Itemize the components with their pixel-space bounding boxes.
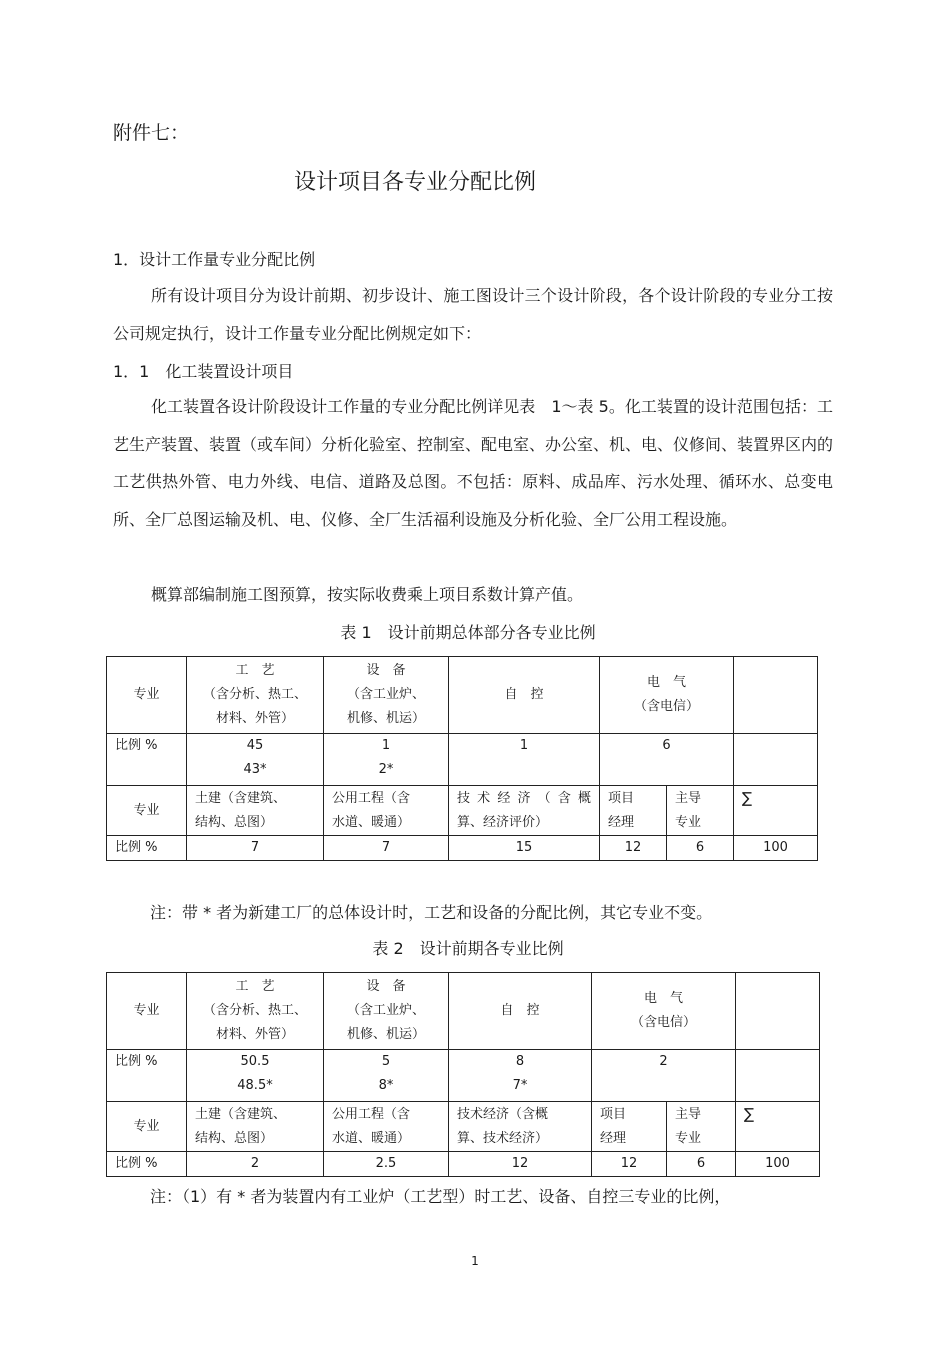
blank-cell (734, 734, 818, 786)
header-lead-major: 主导 专业 (667, 1102, 736, 1152)
cell-project-manager: 12 (592, 1152, 667, 1177)
header-tech-econ: 技术经济（含概 算、经济评价） (449, 786, 600, 836)
header-utility: 公用工程（含 水道、暖通） (324, 786, 449, 836)
header-electrical: 电 气 （含电信） (592, 973, 736, 1050)
table-row (107, 657, 818, 734)
cell-utility: 7 (324, 836, 449, 861)
header-equipment: 设 备 （含工业炉、 机修、机运） (324, 973, 449, 1050)
header-utility: 公用工程（含 水道、暖通） (324, 1102, 449, 1152)
page-number: 1 (471, 1254, 479, 1268)
table-row (107, 1102, 820, 1152)
cell-tech-econ: 15 (449, 836, 600, 861)
cell-civil: 7 (187, 836, 324, 861)
attachment-label: 附件七： (113, 122, 190, 144)
header-process: 工 艺 （含分析、热工、 材料、外管） (187, 657, 324, 734)
header-major: 专业 (107, 1102, 187, 1152)
table-2-caption: 表 2 设计前期各专业比例 (372, 939, 564, 958)
estimate-paragraph: 概算部编制施工图预算，按实际收费乘上项目系数计算产值。 (151, 585, 584, 604)
table-row (107, 1050, 820, 1102)
blank-cell (734, 657, 818, 734)
cell-electrical: 6 (600, 734, 734, 786)
cell-control: 1 (449, 734, 600, 786)
cell-electrical: 2 (592, 1050, 736, 1102)
cell-equipment: 1 2* (324, 734, 449, 786)
cell-process: 50.5 48.5* (187, 1050, 324, 1102)
header-electrical: 电 气 （含电信） (600, 657, 734, 734)
cell-total: 100 (734, 836, 818, 861)
cell-civil: 2 (187, 1152, 324, 1177)
table-row (107, 1152, 820, 1177)
ratio-label: 比例 % (107, 734, 187, 786)
section-1-heading: 1．设计工作量专业分配比例 (113, 250, 316, 269)
table-row (107, 973, 820, 1050)
table-1 (106, 656, 818, 861)
table-2 (106, 972, 820, 1177)
header-lead-major: 主导 专业 (667, 786, 734, 836)
cell-project-manager: 12 (600, 836, 667, 861)
header-project-manager: 项目 经理 (600, 786, 667, 836)
header-civil: 土建（含建筑、 结构、总图） (187, 786, 324, 836)
blank-cell (736, 1050, 820, 1102)
cell-tech-econ: 12 (449, 1152, 592, 1177)
header-control: 自 控 (449, 973, 592, 1050)
document-title: 设计项目各专业分配比例 (293, 170, 536, 195)
cell-utility: 2.5 (324, 1152, 449, 1177)
header-major: 专业 (107, 786, 187, 836)
blank-cell (736, 973, 820, 1050)
header-equipment: 设 备 （含工业炉、 机修、机运） (324, 657, 449, 734)
table-row (107, 836, 818, 861)
ratio-label: 比例 % (107, 1152, 187, 1177)
ratio-label: 比例 % (107, 836, 187, 861)
sum-symbol: ∑ (734, 786, 818, 836)
header-process: 工 艺 （含分析、热工、 材料、外管） (187, 973, 324, 1050)
table-row (107, 786, 818, 836)
section-1-1-paragraph: 化工装置各设计阶段设计工作量的专业分配比例详见表 1～表 5。化工装置的设计范围包括：工艺生产装置、装置（或车间）分析化验室、控制室、配电室、办公室、机、电、仪修间、装置界区内的工艺供热外管、电力外线、电信、道路及总图。不包括：原料、成品库、污水处理、循环水、总变电所、全厂总图运输及机、电、仪修、全厂生活福利设施及分析化验、全厂公用工程设施。 (113, 397, 834, 529)
table-2-note: 注：（1）有 * 者为装置内有工业炉（工艺型）时工艺、设备、自控三专业的比例， (150, 1187, 731, 1206)
header-control: 自 控 (449, 657, 600, 734)
header-civil: 土建（含建筑、 结构、总图） (187, 1102, 324, 1152)
header-tech-econ: 技术经济（含概 算、技术经济） (449, 1102, 592, 1152)
ratio-label: 比例 % (107, 1050, 187, 1102)
table-1-caption: 表 1 设计前期总体部分各专业比例 (340, 623, 596, 642)
section-1-paragraph: 所有设计项目分为设计前期、初步设计、施工图设计三个设计阶段，各个设计阶段的专业分工按公司规定执行，设计工作量专业分配比例规定如下： (113, 286, 833, 343)
cell-lead-major: 6 (667, 836, 734, 861)
cell-total: 100 (736, 1152, 820, 1177)
cell-equipment: 5 8* (324, 1050, 449, 1102)
header-major: 专业 (107, 657, 187, 734)
section-1-1-heading: 1．1 化工装置设计项目 (113, 362, 294, 381)
header-project-manager: 项目 经理 (592, 1102, 667, 1152)
cell-process: 45 43* (187, 734, 324, 786)
cell-control: 8 7* (449, 1050, 592, 1102)
sum-symbol: ∑ (736, 1102, 820, 1152)
table-row (107, 734, 818, 786)
table-1-note: 注：带 * 者为新建工厂的总体设计时，工艺和设备的分配比例，其它专业不变。 (150, 903, 713, 922)
cell-lead-major: 6 (667, 1152, 736, 1177)
header-major: 专业 (107, 973, 187, 1050)
